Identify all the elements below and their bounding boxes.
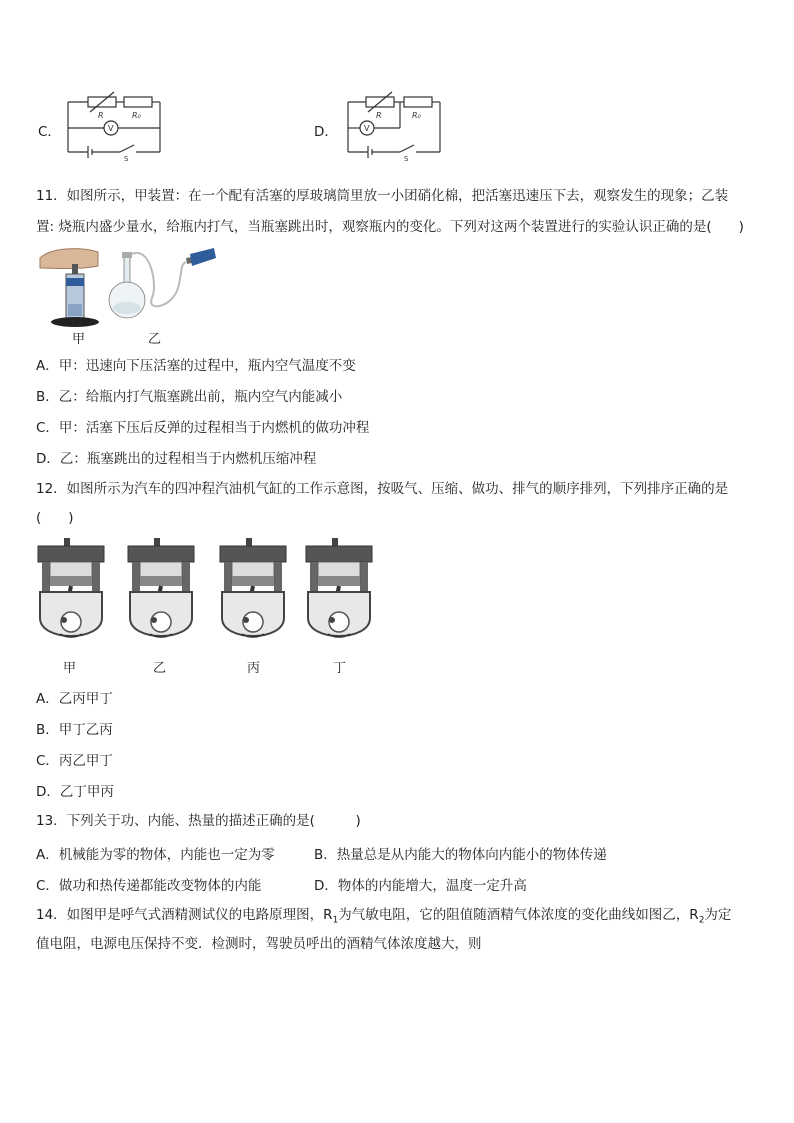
r-label: R — [98, 111, 104, 120]
q13-option-d[interactable]: D．物体的内能增大，温度一定升高 — [314, 878, 527, 894]
q14-stem-line1 — [36, 905, 731, 931]
resistor-r0 — [404, 97, 432, 107]
q10-option-c-label[interactable]: C． — [38, 124, 61, 140]
q14-text-part1: 14．如图甲是呼气式酒精测试仪的电路原理图，R — [36, 907, 333, 923]
q11-fig-label-jia: 甲 — [72, 332, 86, 347]
switch-label: S — [404, 155, 409, 163]
switch-label: S — [124, 155, 129, 163]
r-label: R — [376, 111, 382, 120]
engine-stroke-bing — [220, 538, 286, 637]
q10-option-c-circuit — [64, 90, 164, 163]
engine-label-ding: 丁 — [333, 661, 347, 676]
engine-label-yi: 乙 — [153, 661, 167, 676]
q11-option-b[interactable]: B．乙：给瓶内打气瓶塞跳出前，瓶内空气内能减小 — [36, 389, 343, 405]
q11-option-a[interactable]: A．甲：迅速向下压活塞的过程中，瓶内空气温度不变 — [36, 358, 356, 374]
q11-apparatus-figure — [40, 244, 220, 330]
q14-sub-r2: 2 — [698, 915, 705, 926]
engine-label-jia: 甲 — [63, 661, 77, 676]
engine-stroke-ding — [306, 538, 372, 637]
piston-cylinder-apparatus — [40, 249, 99, 327]
q12-option-b[interactable]: B．甲丁乙丙 — [36, 722, 113, 738]
q14-text-part3: 为定 — [704, 907, 732, 923]
q13-stem: 13．下列关于功、内能、热量的描述正确的是( ) — [36, 813, 361, 829]
variable-arrow — [90, 92, 114, 112]
q12-option-d[interactable]: D．乙丁甲丙 — [36, 784, 114, 800]
q10-option-d-circuit — [344, 90, 444, 163]
q11-stem-line2: 置: 烧瓶内盛少量水，给瓶内打气，当瓶塞跳出时，观察瓶内的变化。下列对这两个装置进行的实验认识正确的是( ) — [36, 219, 744, 235]
q11-option-c[interactable]: C．甲：活塞下压后反弹的过程相当于内燃机的做功冲程 — [36, 420, 370, 436]
variable-arrow — [368, 92, 392, 112]
q12-option-c[interactable]: C．丙乙甲丁 — [36, 753, 113, 769]
q13-option-c[interactable]: C．做功和热传递都能改变物体的内能 — [36, 878, 262, 894]
q11-stem-line1: 11．如图所示，甲装置：在一个配有活塞的厚玻璃筒里放一小团硝化棉，把活塞迅速压下去，观察发生的现象；乙装 — [36, 188, 729, 204]
q14-stem-line2: 值电阻，电源电压保持不变．检测时，驾驶员呼出的酒精气体浓度越大，则 — [36, 936, 482, 952]
engine-stroke-yi — [128, 538, 194, 637]
meter-label: V — [364, 124, 370, 133]
q10-option-d-label[interactable]: D． — [314, 124, 338, 140]
q13-option-b[interactable]: B．热量总是从内能大的物体向内能小的物体传递 — [314, 847, 607, 863]
q11-fig-label-yi: 乙 — [148, 332, 162, 347]
q12-stem-line2: ( ) — [36, 510, 74, 526]
switch — [400, 145, 414, 152]
q13-option-a[interactable]: A．机械能为零的物体，内能也一定为零 — [36, 847, 275, 863]
q14-text-part2: 为气敏电阻，它的阻值随酒精气体浓度的变化曲线如图乙，R — [338, 907, 699, 923]
q11-option-d[interactable]: D．乙：瓶塞跳出的过程相当于内燃机压缩冲程 — [36, 451, 317, 467]
engine-stroke-jia — [38, 538, 104, 637]
switch — [120, 145, 134, 152]
engine-label-bing: 丙 — [247, 661, 261, 676]
q12-stem-line1: 12．如图所示为汽车的四冲程汽油机气缸的工作示意图，按吸气、压缩、做功、排气的顺序排列，下列排序正确的是 — [36, 481, 729, 497]
flask-pump-apparatus — [109, 248, 216, 318]
r0-label: R₀ — [132, 111, 141, 120]
r0-label: R₀ — [412, 111, 421, 120]
q12-option-a[interactable]: A．乙丙甲丁 — [36, 691, 113, 707]
q14-sub-r1: 1 — [332, 915, 339, 926]
q12-engine-figure — [34, 538, 374, 656]
meter-label: V — [108, 124, 114, 133]
resistor-r0 — [124, 97, 152, 107]
